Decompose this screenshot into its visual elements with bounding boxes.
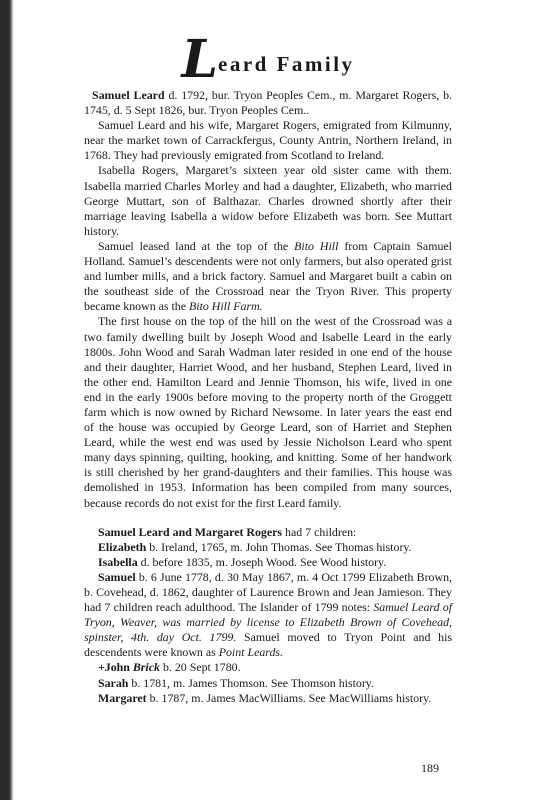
- child-john: [84, 660, 452, 675]
- bito-hill-italic: Bito Hill: [294, 238, 339, 253]
- nickname-italic: Brick: [132, 660, 160, 675]
- children-heading-bold: Samuel Leard and Margaret Rogers: [98, 524, 283, 539]
- intro-paragraph: [84, 88, 452, 118]
- bito-text-b: from Captain Samuel Holland. Samuel’s descendents were not only farmers, but also operated grist and lumber mills, and a brick factory. Samuel and Margaret built a cabin on the southeast side of the Crossroad near the Tryon River. This property became known as the: [84, 238, 452, 314]
- section-gap: [84, 511, 452, 525]
- children-list: [84, 525, 452, 706]
- book-page: [84, 29, 453, 706]
- paragraph-isabella: Isabella Rogers, Margaret’s sixteen year old sister came with them. Isabella married Charles Morley and had a daughter, Elizabeth, who married George Muttart, son of Balthazar. Charles drowned shortly after their marriage leaving Isabella a widow before Elizabeth was born. See Muttart history.: [84, 163, 452, 238]
- child-name: Sarah: [98, 675, 129, 690]
- child-name: Margaret: [98, 690, 147, 705]
- point-leards-italic: Point Leards.: [218, 645, 284, 660]
- child-name: John: [104, 660, 133, 675]
- body-text: [84, 88, 452, 706]
- intro-name: Samuel Leard: [92, 88, 165, 102]
- children-heading: [84, 525, 452, 540]
- child-text: b. 1781, m. James Thomson. See Thomson history.: [128, 675, 374, 690]
- child-text: b. Ireland, 1765, m. John Thomas. See Thomas history.: [146, 539, 412, 554]
- title-rest: eard Family: [218, 52, 355, 76]
- intro-vitals: d. 1792, bur. Tryon Peoples Cem., m. Margaret Rogers, b. 1745, d. 5 Sept 1826, bur. Tryon Peoples Cem..: [84, 88, 452, 118]
- child-text: Samuel moved to Tryon Point and his descendents were known as: [84, 630, 453, 660]
- child-text: d. before 1835, m. Joseph Wood. See Wood history.: [137, 554, 387, 569]
- child-isabella: [84, 555, 452, 570]
- child-name: Elizabeth: [98, 539, 147, 554]
- title-initial: L: [181, 29, 218, 90]
- child-elizabeth: [84, 540, 452, 555]
- child-text: b. 6 June 1778, d. 30 May 1867, m. 4 Oct 1799 Elizabeth Brown, b. Covehead, d. 1862, daughter of Laurence Brown and Jean Jamieson. They had 7 children reach adulthood. The Islander of 1799 notes:: [84, 569, 452, 615]
- child-name: Samuel: [98, 569, 136, 584]
- scan-binding-edge: [0, 0, 14, 800]
- paragraph-first-house: The first house on the top of the hill on the west of the Crossroad was a two family dwelling built by Joseph Wood and Isabelle Leard in the early 1800s. John Wood and Sarah Wadman later resided in one end of the house and their daughter, Harriet Wood, and her husband, Stephen Leard, lived in the other end. Hamilton Leard and Jennie Thomson, his wife, lived in one end in the early 1900s before moving to the property north of the Groggett farm which is now owned by Richard Newsome. In later years the east end of the house was occupied by George Leard, son of Harriet and Stephen Leard, while the west end was used by Jessie Nicholson Leard who spent many days spinning, quilting, hooking, and knitting. Some of her handwork is still cherished by her grand-daughters and their families. This house was demolished in 1953. Information has been compiled from many sources, because records do not exist for the first Leard family.: [84, 314, 452, 510]
- child-name: Isabella: [98, 554, 138, 569]
- islander-quote: Samuel Leard of Tryon, Weaver, was married by license to Elizabeth Brown of Covehead, spinster, 4th. day Oct. 1799.: [84, 600, 452, 645]
- child-samuel: [84, 570, 452, 661]
- child-text: b. 1787, m. James MacWilliams. See MacWilliams history.: [146, 690, 432, 705]
- paragraph-emigration: Samuel Leard and his wife, Margaret Rogers, emigrated from Kilmunny, near the market town of Carrackfergus, County Antrin, Northern Ireland, in 1768. They had previously emigrated from Scotland to Ireland.: [84, 118, 452, 163]
- bito-farm-italic: Bito Hill Farm.: [189, 299, 263, 314]
- deceased-mark: +: [98, 660, 105, 675]
- child-text: b. 20 Sept 1780.: [159, 660, 241, 675]
- children-heading-rest: had 7 children:: [282, 524, 357, 539]
- bito-text-a: Samuel leased land at the top of the: [98, 238, 295, 253]
- page-number: 189: [421, 761, 439, 775]
- child-sarah: [84, 676, 452, 691]
- child-margaret: [84, 691, 452, 706]
- page-title: [84, 29, 452, 90]
- paragraph-bito-hill: [84, 239, 452, 314]
